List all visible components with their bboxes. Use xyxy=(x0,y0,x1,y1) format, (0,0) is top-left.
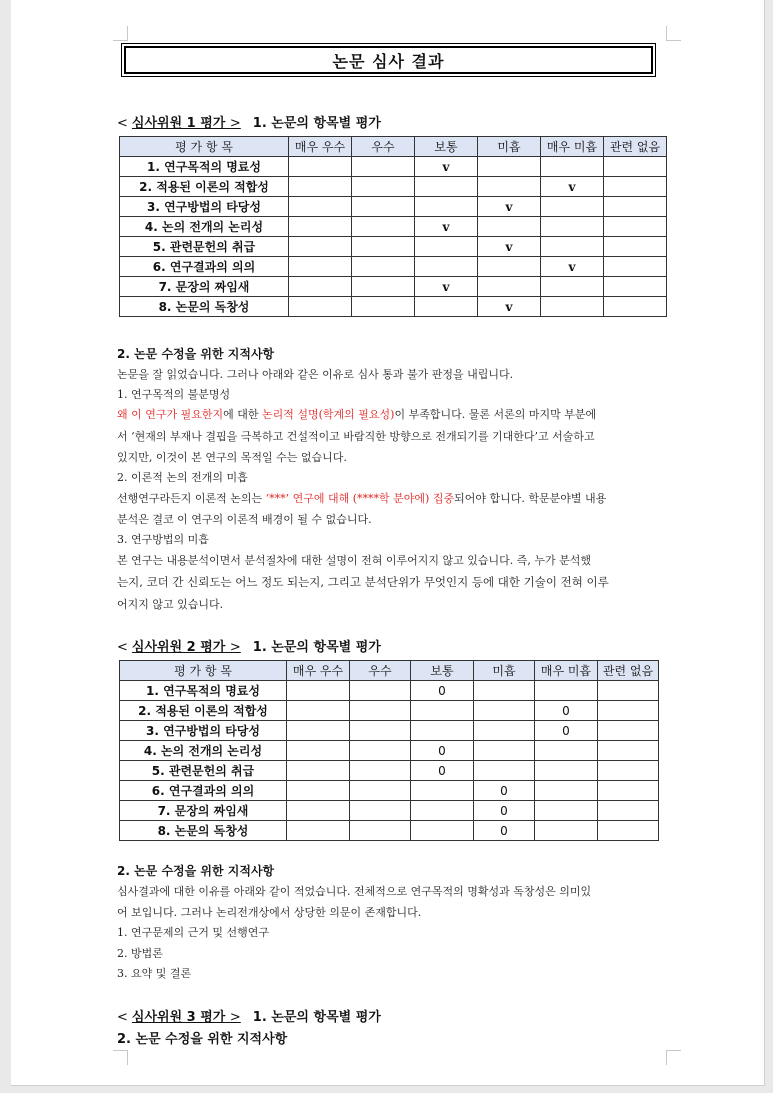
rating-cell xyxy=(352,297,415,317)
rating-cell xyxy=(604,257,667,277)
reviewer1-rating-table xyxy=(119,136,667,317)
column-header: 우수 xyxy=(352,137,415,157)
criterion-label: 3. 연구방법의 타당성 xyxy=(120,721,287,741)
rating-cell xyxy=(535,821,598,841)
rating-mark: v xyxy=(541,177,604,197)
rating-cell xyxy=(287,781,350,801)
rating-cell xyxy=(411,801,474,821)
reviewer1-line: 는지, 코더 간 신뢰도는 어느 정도 되는지, 그리고 분석단위가 무엇인지 등에 대한 기술이 전혀 이루 xyxy=(117,575,609,589)
rating-mark: v xyxy=(478,297,541,317)
criterion-label: 8. 논문의 독창성 xyxy=(120,821,287,841)
rating-cell xyxy=(350,721,411,741)
rating-mark: 0 xyxy=(535,701,598,721)
reviewer3-heading xyxy=(117,1006,381,1025)
rating-mark: v xyxy=(541,257,604,277)
column-header: 평 가 항 목 xyxy=(120,661,287,681)
reviewer3-gt: > xyxy=(229,1010,241,1025)
rating-cell xyxy=(289,197,352,217)
rating-cell xyxy=(478,257,541,277)
reviewer1-line: 어지지 않고 있습니다. xyxy=(117,598,224,611)
reviewer3-lt: < xyxy=(117,1010,128,1025)
criterion-label: 1. 연구목적의 명료성 xyxy=(120,157,289,177)
rating-cell xyxy=(350,781,411,801)
rating-cell xyxy=(415,297,478,317)
table-row xyxy=(120,297,667,317)
reviewer2-line: 심사결과에 대한 이유를 아래와 같이 적었습니다. 전체적으로 연구목적의 명확성과 독창성은 의미있 xyxy=(117,885,592,898)
rating-cell xyxy=(598,781,659,801)
table-row xyxy=(120,721,659,741)
rating-cell xyxy=(604,277,667,297)
table-row xyxy=(120,257,667,277)
rating-mark: 0 xyxy=(411,761,474,781)
column-header: 미흡 xyxy=(474,661,535,681)
highlight-text: 논리적 설명(학계의 필요성) xyxy=(262,408,395,421)
rating-cell xyxy=(289,297,352,317)
reviewer1-line: 있지만, 이것이 본 연구의 목적일 수는 없습니다. xyxy=(117,451,347,464)
rating-cell xyxy=(598,681,659,701)
rating-cell xyxy=(541,297,604,317)
rating-cell xyxy=(535,801,598,821)
reviewer2-section2: 2. 논문 수정을 위한 지적사항 xyxy=(117,864,275,878)
table-row xyxy=(120,761,659,781)
reviewer1-line: 논문을 잘 읽었습니다. 그러나 아래와 같은 이유로 심사 통과 불가 판정을 내립니다. xyxy=(117,368,514,381)
rating-cell xyxy=(289,257,352,277)
criterion-label: 1. 연구목적의 명료성 xyxy=(120,681,287,701)
criterion-label: 4. 논의 전개의 논리성 xyxy=(120,741,287,761)
rating-cell xyxy=(598,761,659,781)
rating-cell xyxy=(474,741,535,761)
page-title: 논문 심사 결과 xyxy=(124,46,653,74)
rating-cell xyxy=(535,761,598,781)
rating-cell xyxy=(598,721,659,741)
criterion-label: 2. 적용된 이론의 적합성 xyxy=(120,177,289,197)
rating-cell xyxy=(415,237,478,257)
rating-cell xyxy=(415,257,478,277)
corner-mark xyxy=(666,26,681,41)
rating-mark: 0 xyxy=(411,681,474,701)
table-row xyxy=(120,217,667,237)
rating-cell xyxy=(287,741,350,761)
reviewer1-gt: > xyxy=(229,116,241,131)
criterion-label: 5. 관련문헌의 취급 xyxy=(120,761,287,781)
rating-cell xyxy=(604,177,667,197)
text-span: 선행연구라든지 이론적 논의는 xyxy=(117,492,266,505)
corner-mark xyxy=(113,26,128,41)
reviewer2-label: 심사위원 2 평가 xyxy=(131,640,226,655)
rating-cell xyxy=(478,217,541,237)
rating-cell xyxy=(541,217,604,237)
column-header: 미흡 xyxy=(478,137,541,157)
rating-cell xyxy=(598,741,659,761)
rating-mark: 0 xyxy=(474,801,535,821)
reviewer2-rating-table xyxy=(119,660,659,841)
reviewer1-line: 서 ‘현재의 부재나 결핍을 극복하고 건설적이고 바람직한 방향으로 전개되기를 기대한다’고 서술하고 xyxy=(117,430,595,443)
reviewer2-section1: 1. 논문의 항목별 평가 xyxy=(252,640,381,655)
column-header: 보통 xyxy=(415,137,478,157)
reviewer1-line: 분석은 결코 이 연구의 이론적 배경이 될 수 없습니다. xyxy=(117,513,372,526)
reviewer1-line: 3. 연구방법의 미흡 xyxy=(117,533,209,546)
rating-cell xyxy=(604,217,667,237)
rating-cell xyxy=(352,157,415,177)
rating-cell xyxy=(287,821,350,841)
criterion-label: 7. 문장의 짜임새 xyxy=(120,277,289,297)
reviewer3-label: 심사위원 3 평가 xyxy=(131,1010,226,1025)
reviewer1-lt: < xyxy=(117,116,128,131)
rating-mark: v xyxy=(415,157,478,177)
rating-cell xyxy=(604,197,667,217)
reviewer2-heading xyxy=(117,636,381,655)
rating-cell xyxy=(598,801,659,821)
reviewer2-line: 3. 요약 및 결론 xyxy=(117,967,192,980)
rating-mark: 0 xyxy=(535,721,598,741)
rating-cell xyxy=(474,721,535,741)
table-row xyxy=(120,157,667,177)
reviewer1-line: 본 연구는 내용분석이면서 분석절차에 대한 설명이 전혀 이루어지지 않고 있습니다. 즉, 누가 분석했 xyxy=(117,554,591,567)
rating-cell xyxy=(604,297,667,317)
rating-cell xyxy=(478,157,541,177)
rating-cell xyxy=(289,237,352,257)
rating-cell xyxy=(352,217,415,237)
rating-mark: v xyxy=(415,217,478,237)
table-row xyxy=(120,781,659,801)
rating-cell xyxy=(287,681,350,701)
rating-mark: v xyxy=(415,277,478,297)
rating-cell xyxy=(352,237,415,257)
rating-mark: 0 xyxy=(474,781,535,801)
table-row xyxy=(120,821,659,841)
criterion-label: 3. 연구방법의 타당성 xyxy=(120,197,289,217)
rating-cell xyxy=(474,681,535,701)
rating-cell xyxy=(287,801,350,821)
corner-mark xyxy=(113,1050,128,1065)
rating-cell xyxy=(289,157,352,177)
rating-mark: v xyxy=(478,197,541,217)
reviewer1-label: 심사위원 1 평가 xyxy=(131,116,226,131)
rating-cell xyxy=(411,701,474,721)
reviewer1-section2: 2. 논문 수정을 위한 지적사항 xyxy=(117,347,275,361)
highlight-text: 왜 이 연구가 필요한지 xyxy=(117,408,224,421)
highlight-text: ‘***’ 연구에 대해 (****학 분야에) 집중 xyxy=(265,492,455,505)
criterion-label: 2. 적용된 이론의 적합성 xyxy=(120,701,287,721)
reviewer1-line xyxy=(117,406,596,422)
reviewer1-line: 1. 연구목적의 불분명성 xyxy=(117,388,231,401)
rating-cell xyxy=(352,257,415,277)
rating-cell xyxy=(287,721,350,741)
rating-cell xyxy=(350,741,411,761)
table-row xyxy=(120,741,659,761)
rating-cell xyxy=(350,801,411,821)
rating-cell xyxy=(350,681,411,701)
rating-mark: v xyxy=(478,237,541,257)
rating-cell xyxy=(352,177,415,197)
table-row xyxy=(120,177,667,197)
column-header: 우수 xyxy=(350,661,411,681)
text-span: 이 부족합니다. 물론 서론의 마지막 부분에 xyxy=(394,408,597,421)
rating-cell xyxy=(350,701,411,721)
reviewer2-line: 2. 방법론 xyxy=(117,947,163,960)
rating-cell xyxy=(289,277,352,297)
rating-cell xyxy=(598,701,659,721)
rating-cell xyxy=(598,821,659,841)
reviewer2-gt: > xyxy=(229,640,241,655)
rating-cell xyxy=(289,217,352,237)
rating-cell xyxy=(350,821,411,841)
reviewer1-line: 2. 이론적 논의 전개의 미흡 xyxy=(117,471,248,484)
rating-cell xyxy=(352,197,415,217)
criterion-label: 6. 연구결과의 의의 xyxy=(120,781,287,801)
rating-cell xyxy=(604,157,667,177)
rating-cell xyxy=(478,277,541,297)
column-header: 매우 미흡 xyxy=(535,661,598,681)
text-span: 되어야 합니다. 학문분야별 내용 xyxy=(454,492,607,505)
reviewer3-section2: 2. 논문 수정을 위한 지적사항 xyxy=(117,1032,288,1047)
criterion-label: 8. 논문의 독창성 xyxy=(120,297,289,317)
reviewer2-line: 1. 연구문제의 근거 및 선행연구 xyxy=(117,926,269,939)
reviewer3-section1: 1. 논문의 항목별 평가 xyxy=(252,1010,381,1025)
document-page xyxy=(11,0,765,1086)
rating-cell xyxy=(474,701,535,721)
rating-mark: 0 xyxy=(411,741,474,761)
reviewer1-line xyxy=(117,490,606,506)
rating-cell xyxy=(411,821,474,841)
column-header: 매우 미흡 xyxy=(541,137,604,157)
criterion-label: 7. 문장의 짜임새 xyxy=(120,801,287,821)
table-row xyxy=(120,801,659,821)
rating-cell xyxy=(541,197,604,217)
table-row xyxy=(120,701,659,721)
rating-cell xyxy=(287,761,350,781)
column-header: 평 가 항 목 xyxy=(120,137,289,157)
rating-mark: 0 xyxy=(474,821,535,841)
rating-cell xyxy=(541,237,604,257)
criterion-label: 5. 관련문헌의 취급 xyxy=(120,237,289,257)
rating-cell xyxy=(415,197,478,217)
criterion-label: 6. 연구결과의 의의 xyxy=(120,257,289,277)
reviewer1-section1: 1. 논문의 항목별 평가 xyxy=(252,116,381,131)
table-row xyxy=(120,277,667,297)
column-header: 관련 없음 xyxy=(604,137,667,157)
table-row xyxy=(120,237,667,257)
table-header-row xyxy=(120,137,667,157)
column-header: 보통 xyxy=(411,661,474,681)
rating-cell xyxy=(541,157,604,177)
table-header-row xyxy=(120,661,659,681)
column-header: 매우 우수 xyxy=(287,661,350,681)
reviewer2-line: 어 보입니다. 그러나 논리전개상에서 상당한 의문이 존재합니다. xyxy=(117,906,422,919)
rating-cell xyxy=(411,781,474,801)
column-header: 매우 우수 xyxy=(289,137,352,157)
criterion-label: 4. 논의 전개의 논리성 xyxy=(120,217,289,237)
title-box xyxy=(121,43,656,77)
rating-cell xyxy=(535,741,598,761)
reviewer1-heading xyxy=(117,112,381,131)
rating-cell xyxy=(287,701,350,721)
rating-cell xyxy=(535,781,598,801)
column-header: 관련 없음 xyxy=(598,661,659,681)
rating-cell xyxy=(604,237,667,257)
reviewer2-lt: < xyxy=(117,640,128,655)
rating-cell xyxy=(411,721,474,741)
rating-cell xyxy=(415,177,478,197)
table-row xyxy=(120,681,659,701)
text-span: 에 대한 xyxy=(223,408,262,421)
rating-cell xyxy=(478,177,541,197)
rating-cell xyxy=(289,177,352,197)
rating-cell xyxy=(352,277,415,297)
rating-cell xyxy=(350,761,411,781)
rating-cell xyxy=(535,681,598,701)
rating-cell xyxy=(474,761,535,781)
rating-cell xyxy=(541,277,604,297)
corner-mark xyxy=(666,1050,681,1065)
table-row xyxy=(120,197,667,217)
